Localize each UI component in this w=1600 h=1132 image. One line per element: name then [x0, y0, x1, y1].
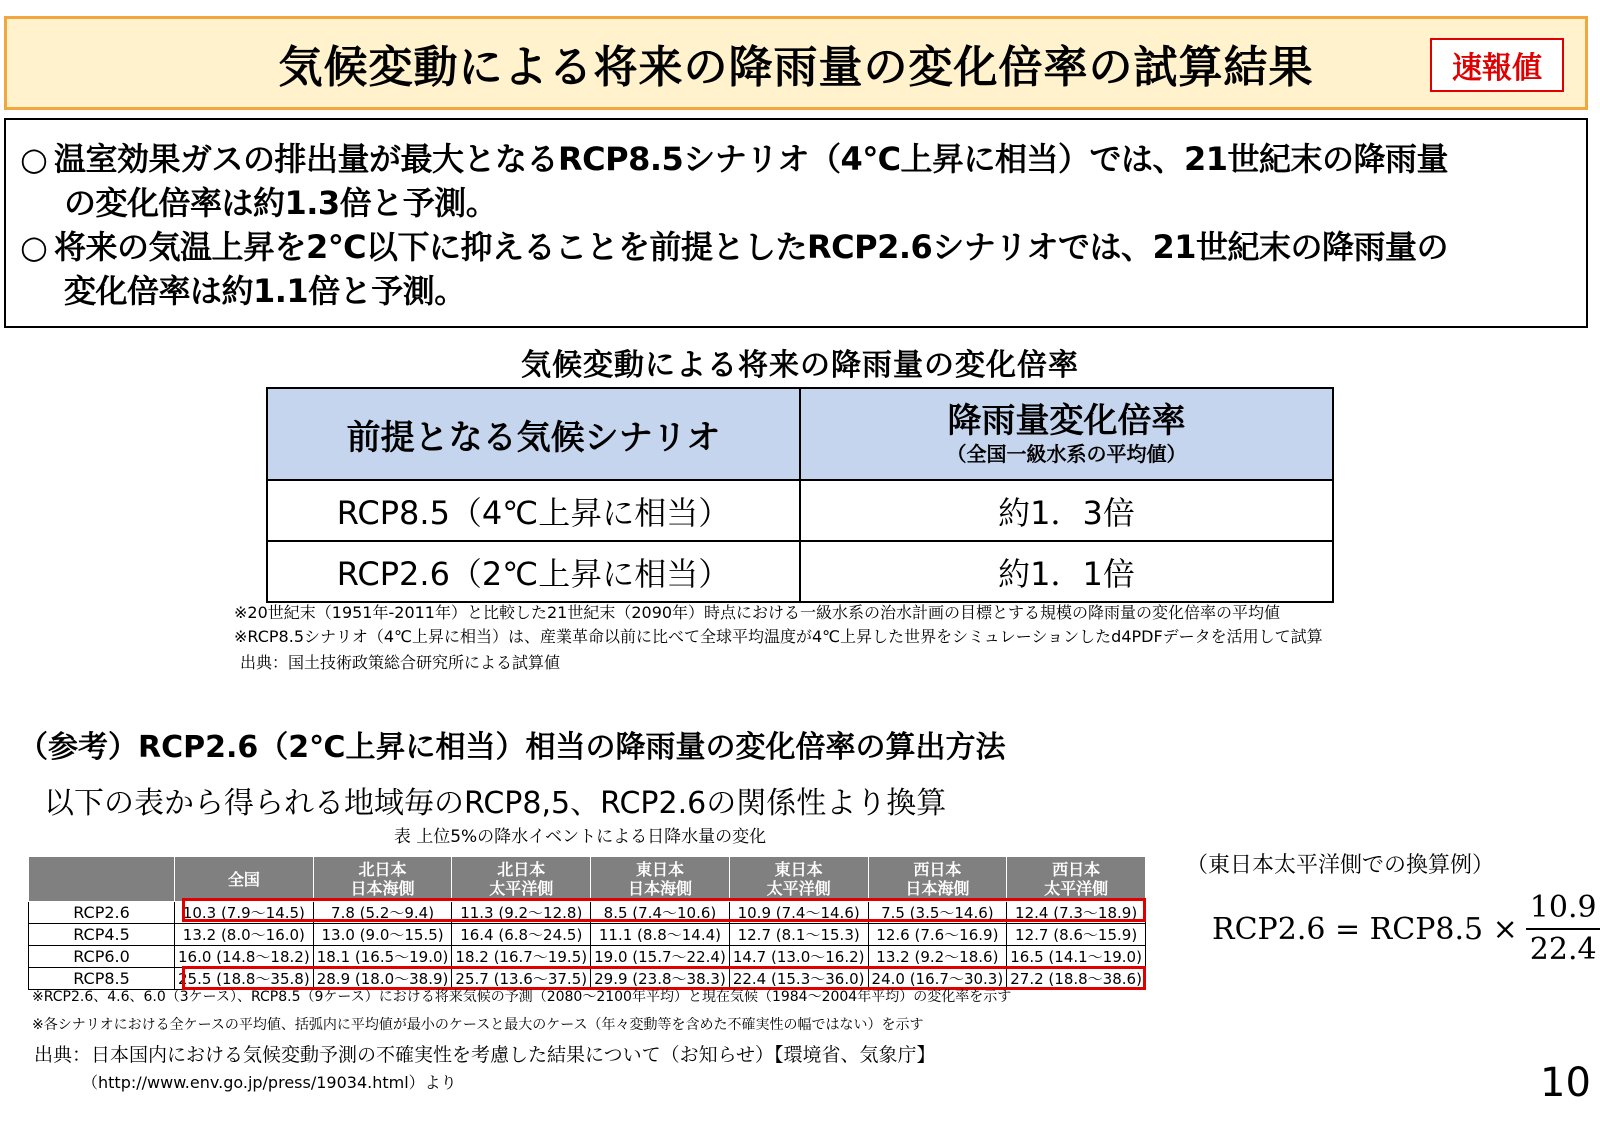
- table-cell: 27.2 (18.8～38.6): [1007, 968, 1146, 990]
- main-table-title: 気候変動による将来の降雨量の変化倍率: [521, 348, 1079, 383]
- table-cell: 14.7 (13.0～16.2): [729, 946, 868, 968]
- reference-note: ※RCP2.6、4.6、6.0（3ケース）、RCP8.5（9ケース）における将来気候の予測（2080～2100年平均）と現在気候（1984～2004年平均）の変化率を示す: [32, 989, 1012, 1005]
- col-header-region: 北日本 太平洋側: [452, 857, 591, 902]
- page-number: 10: [1540, 1060, 1591, 1106]
- reference-note: ※各シナリオにおける全ケースの平均値、括弧内に平均値が最小のケースと最大のケース（年々変動等を含めた不確実性の幅ではない）を示す: [32, 1017, 924, 1033]
- summary-text: 温室効果ガスの排出量が最大となるRCP8.5シナリオ（4℃上昇に相当）では、21世紀末の降雨量: [54, 140, 1448, 178]
- preliminary-badge: 速報値: [1430, 38, 1564, 92]
- table-cell: 19.0 (15.7～22.4): [591, 946, 730, 968]
- summary-text: 将来の気温上昇を2℃以下に抑えることを前提としたRCP2.6シナリオでは、21世紀末の降雨量の: [54, 228, 1448, 266]
- table-note: ※RCP8.5シナリオ（4℃上昇に相当）は、産業革命以前に比べて全球平均温度が4℃上昇した世界をシミュレーションしたd4PDFデータを活用して試算: [234, 627, 1323, 646]
- table-cell: 16.5 (14.1～19.0): [1007, 946, 1146, 968]
- reference-source: 出典：日本国内における気候変動予測の不確実性を考慮した結果について（お知らせ）【環境省、気象庁】: [34, 1044, 936, 1066]
- rate-cell: 約1．1倍: [800, 541, 1333, 602]
- col-header-region: 東日本 太平洋側: [729, 857, 868, 902]
- row-label: RCP4.5: [29, 924, 175, 946]
- col-header-region: 西日本 日本海側: [868, 857, 1007, 902]
- table-cell: 29.9 (23.8～38.3): [591, 968, 730, 990]
- formula-denominator: 22.4: [1529, 932, 1597, 967]
- table-cell: 16.4 (6.8～24.5): [452, 924, 591, 946]
- table-cell: 25.5 (18.8～35.8): [175, 968, 314, 990]
- table-cell: 13.2 (9.2～18.6): [868, 946, 1007, 968]
- formula-fraction: [1526, 890, 1600, 968]
- summary-bullet-2: [20, 222, 1448, 268]
- row-label: RCP6.0: [29, 946, 175, 968]
- table-cell: 22.4 (15.3～36.0): [729, 968, 868, 990]
- col-header-region: 全国: [175, 857, 314, 902]
- scenario-cell: RCP8.5（4℃上昇に相当）: [267, 480, 800, 541]
- circle-bullet-icon: ○: [20, 228, 48, 266]
- col-header-scenario: 前提となる気候シナリオ: [267, 388, 800, 480]
- reference-subheading: 以下の表から得られる地域毎のRCP8,5、RCP2.6の関係性より換算: [44, 786, 947, 821]
- table-row: [29, 924, 1146, 946]
- col-header-region: 北日本 日本海側: [313, 857, 452, 902]
- row-label: RCP2.6: [29, 902, 175, 924]
- rate-cell: 約1．3倍: [800, 480, 1333, 541]
- formula-lhs: RCP2.6 = RCP8.5 ×: [1212, 911, 1518, 947]
- table-cell: 8.5 (7.4～10.6): [591, 902, 730, 924]
- table-row: [29, 946, 1146, 968]
- summary-bullet-1-cont: の変化倍率は約1.3倍と予測。: [64, 184, 498, 222]
- table-cell: 12.7 (8.6～15.9): [1007, 924, 1146, 946]
- summary-bullet-1: [20, 134, 1448, 180]
- formula-numerator: 10.9: [1526, 890, 1600, 930]
- table-cell: 10.9 (7.4～14.6): [729, 902, 868, 924]
- table-cell: 18.1 (16.5～19.0): [313, 946, 452, 968]
- table-cell: 12.6 (7.6～16.9): [868, 924, 1007, 946]
- reference-source-url: （http://www.env.go.jp/press/19034.html）より: [82, 1073, 457, 1092]
- corner-header: [29, 857, 175, 902]
- table-cell: 12.4 (7.3～18.9): [1007, 902, 1146, 924]
- table-cell: 11.3 (9.2～12.8): [452, 902, 591, 924]
- table-note: ※20世紀末（1951年-2011年）と比較した21世紀末（2090年）時点における一級水系の治水計画の目標とする規模の降雨量の変化倍率の平均値: [234, 603, 1281, 622]
- table-cell: 25.7 (13.6～37.5): [452, 968, 591, 990]
- conversion-formula: [1212, 890, 1600, 968]
- scenario-cell: RCP2.6（2℃上昇に相当）: [267, 541, 800, 602]
- conversion-example-label: （東日本太平洋側での換算例）: [1186, 853, 1495, 878]
- table-source: 出典：国土技術政策総合研究所による試算値: [240, 653, 561, 672]
- table-row: [267, 541, 1333, 602]
- highlight-box-rcp26: [182, 898, 1146, 922]
- table-cell: 7.5 (3.5～14.6): [868, 902, 1007, 924]
- table-cell: 10.3 (7.9～14.5): [175, 902, 314, 924]
- table-cell: 24.0 (16.7～30.3): [868, 968, 1007, 990]
- page-title: 気候変動による将来の降雨量の変化倍率の試算結果: [278, 42, 1314, 93]
- rainfall-rate-table: [266, 387, 1334, 603]
- col-header-region: 東日本 日本海側: [591, 857, 730, 902]
- summary-bullet-2-cont: 変化倍率は約1.1倍と予測。: [64, 272, 466, 310]
- table-cell: 12.7 (8.1～15.3): [729, 924, 868, 946]
- table-cell: 28.9 (18.0～38.9): [313, 968, 452, 990]
- col-header-region: 西日本 太平洋側: [1007, 857, 1146, 902]
- table-row: [267, 480, 1333, 541]
- reference-table-caption: 表 上位5%の降水イベントによる日降水量の変化: [393, 827, 767, 847]
- col-header-rate: 降雨量変化倍率 （全国一級水系の平均値）: [800, 388, 1333, 480]
- table-cell: 11.1 (8.8～14.4): [591, 924, 730, 946]
- table-cell: 13.0 (9.0～15.5): [313, 924, 452, 946]
- table-cell: 16.0 (14.8～18.2): [175, 946, 314, 968]
- row-label: RCP8.5: [29, 968, 175, 990]
- table-cell: 13.2 (8.0～16.0): [175, 924, 314, 946]
- table-cell: 7.8 (5.2～9.4): [313, 902, 452, 924]
- circle-bullet-icon: ○: [20, 140, 48, 178]
- reference-heading: （参考）RCP2.6（2℃上昇に相当）相当の降雨量の変化倍率の算出方法: [18, 730, 1006, 765]
- table-cell: 18.2 (16.7～19.5): [452, 946, 591, 968]
